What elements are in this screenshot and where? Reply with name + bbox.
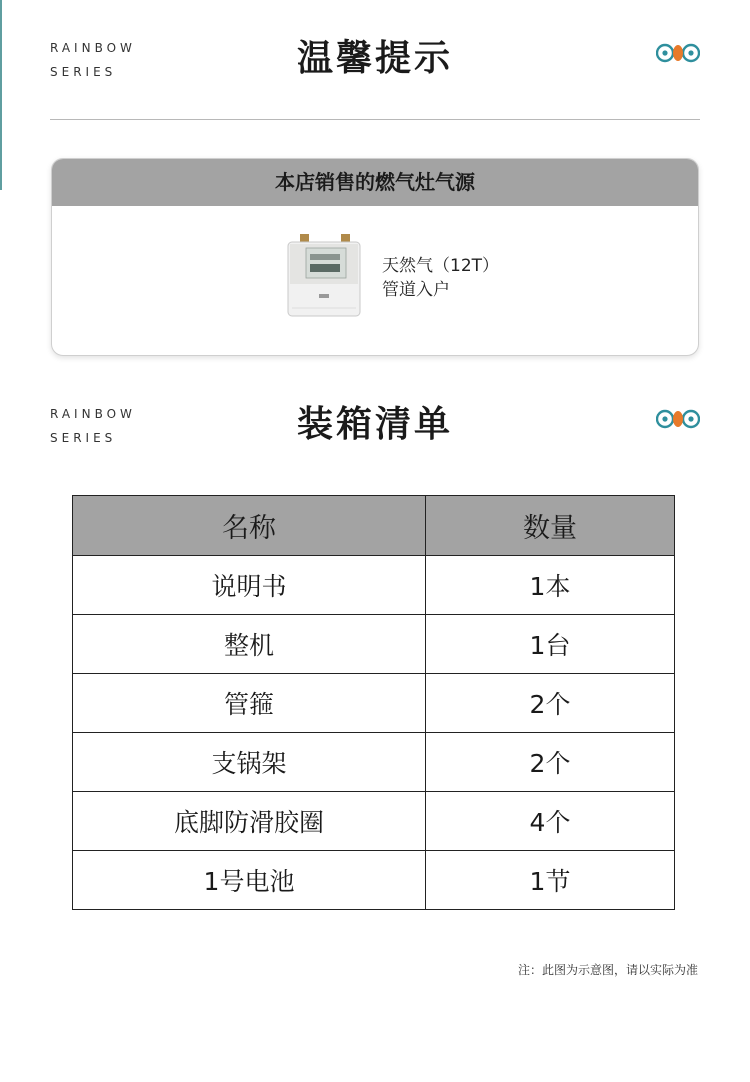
item-name-cell: 底脚防滑胶圈 [73,792,426,851]
brand-logo-icon [656,42,700,64]
gas-supply-label: 管道入户 [382,280,450,300]
item-quantity-cell: 1本 [426,556,675,615]
gas-type-label: 天然气（12T） [382,256,500,276]
section-header-tips [0,36,750,106]
disclaimer-footnote: 注：此图为示意图，请以实际为准 [517,963,698,977]
column-header-quantity: 数量 [426,496,675,556]
item-quantity-cell: 2个 [426,674,675,733]
section-header-packing [0,402,750,472]
brand-line-1: RAINBOW [50,41,136,55]
table-row [73,792,675,851]
table-row [73,556,675,615]
gas-meter-image [286,234,362,318]
brand-line-2: SERIES [50,65,117,79]
section-title-tips: 温馨提示 [296,38,453,79]
packing-list-table [72,495,675,910]
table-header-row [73,496,675,556]
column-header-name: 名称 [73,496,426,556]
card-body [52,206,698,355]
brand-logo-icon [656,408,700,430]
brand-line-1: RAINBOW [50,407,136,421]
table-row [73,615,675,674]
table-row [73,674,675,733]
item-name-cell: 说明书 [73,556,426,615]
item-name-cell: 整机 [73,615,426,674]
divider-line [50,119,700,120]
section-title-packing: 装箱清单 [296,404,453,445]
item-name-cell: 管箍 [73,674,426,733]
table-row [73,733,675,792]
item-name-cell: 1号电池 [73,851,426,910]
item-quantity-cell: 2个 [426,733,675,792]
brand-line-2: SERIES [50,431,117,445]
item-quantity-cell: 1台 [426,615,675,674]
item-quantity-cell: 1节 [426,851,675,910]
item-quantity-cell: 4个 [426,792,675,851]
gas-source-text [382,254,499,302]
table-row [73,851,675,910]
item-name-cell: 支锅架 [73,733,426,792]
gas-source-card [51,158,699,356]
card-header: 本店销售的燃气灶气源 [52,159,698,206]
